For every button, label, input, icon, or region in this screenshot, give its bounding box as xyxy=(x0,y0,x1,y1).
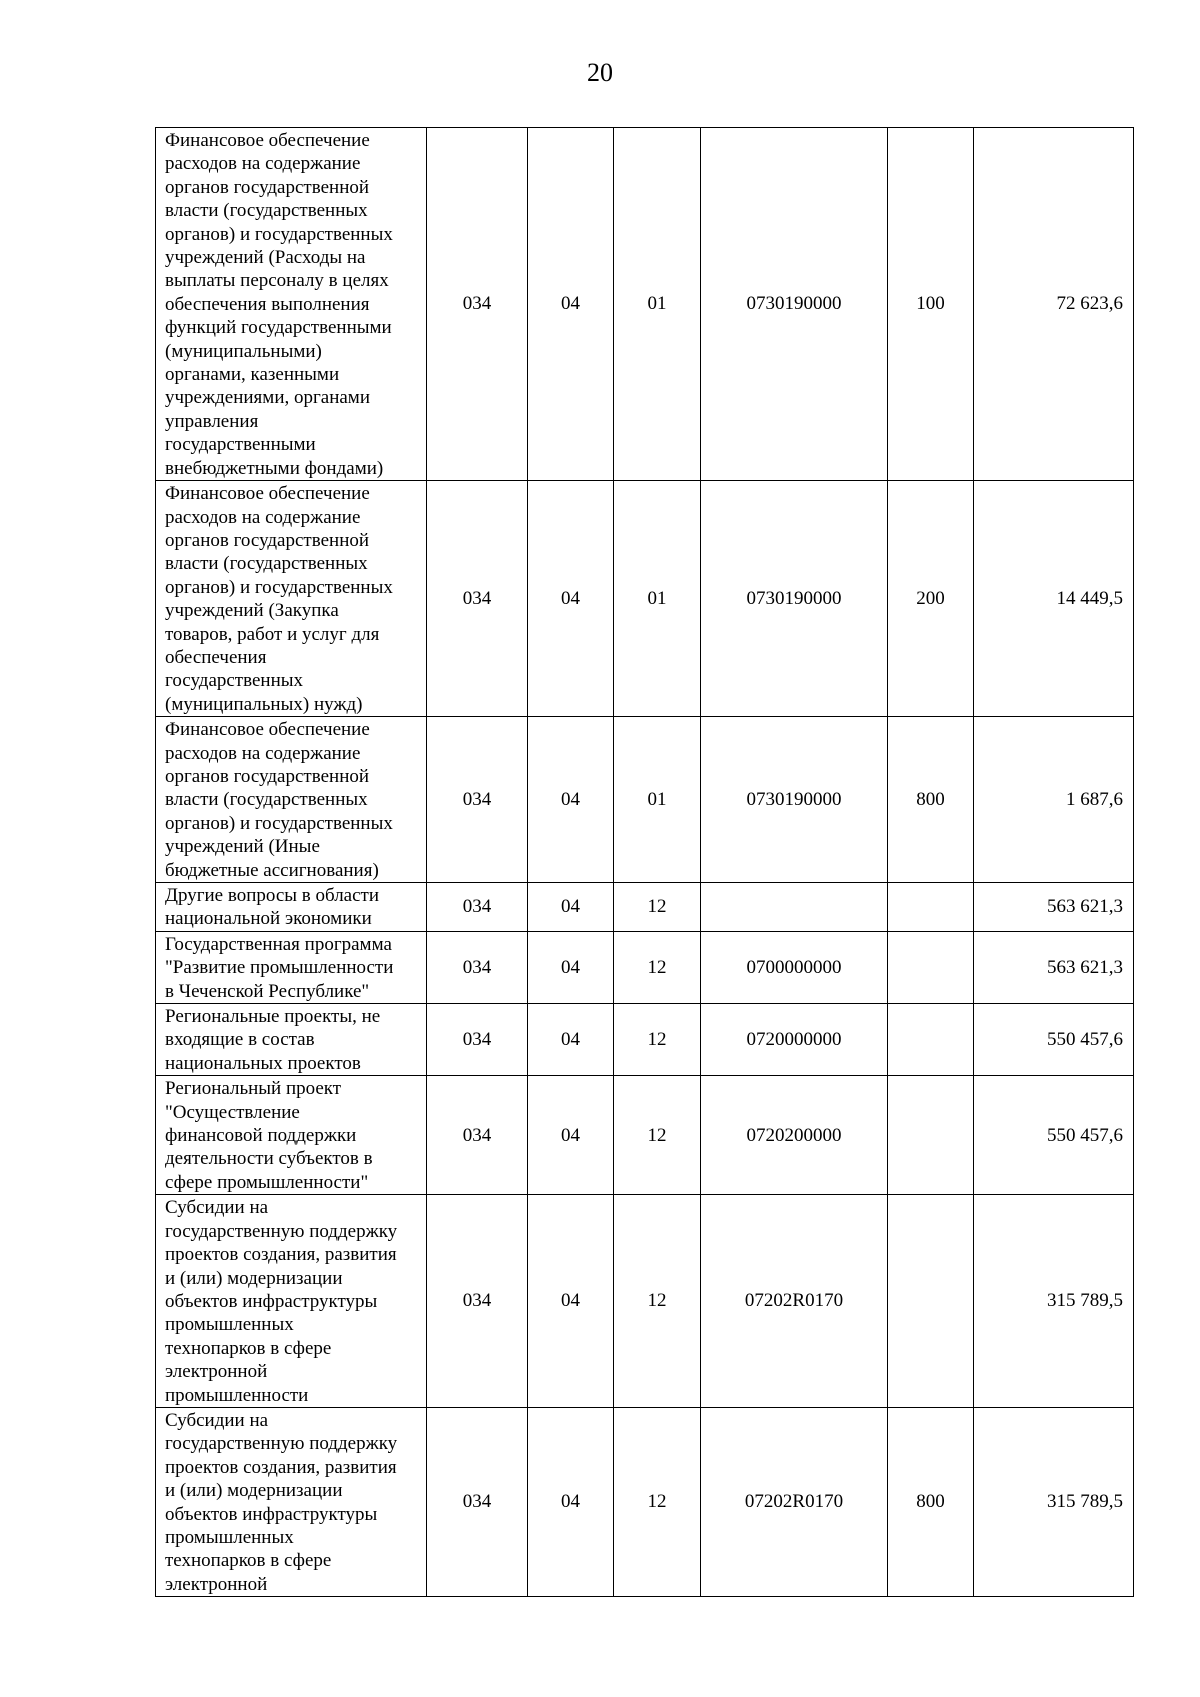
item-name-line: управления xyxy=(165,410,259,432)
amount-cell: 550 457,6 xyxy=(974,1076,1134,1195)
table-row xyxy=(156,1076,1134,1195)
item-name-line: функций государственными xyxy=(165,317,392,339)
table-row xyxy=(156,717,1134,883)
item-name-line: государственными xyxy=(165,434,316,456)
subsection-code-cell: 12 xyxy=(614,931,701,1003)
target-article-cell: 0730190000 xyxy=(701,717,888,883)
section-code-cell: 04 xyxy=(528,1407,614,1596)
expense-type-cell xyxy=(888,1076,974,1195)
item-name-line: власти (государственных xyxy=(165,553,368,575)
item-name-line: власти (государственных xyxy=(165,200,368,222)
item-name-line: деятельности субъектов в xyxy=(165,1148,373,1170)
item-name-cell xyxy=(156,1407,427,1596)
section-code-cell: 04 xyxy=(528,1195,614,1408)
item-name-cell xyxy=(156,883,427,932)
item-name-line: расходов на содержание xyxy=(165,506,361,528)
item-name-line: внебюджетными фондами) xyxy=(165,457,384,479)
item-name-line: промышленных xyxy=(165,1526,294,1548)
target-article-cell: 0720200000 xyxy=(701,1076,888,1195)
ministry-code-cell: 034 xyxy=(427,1004,528,1076)
budget-table xyxy=(155,127,1134,1597)
item-name-line: в Чеченской Республике" xyxy=(165,980,370,1002)
item-name-line: национальной экономики xyxy=(165,908,372,930)
section-code-cell: 04 xyxy=(528,481,614,717)
item-name-line: бюджетные ассигнования) xyxy=(165,859,379,881)
expense-type-cell xyxy=(888,883,974,932)
item-name-line: учреждениями, органами xyxy=(165,387,371,409)
item-name-line: (муниципальными) xyxy=(165,340,322,362)
item-name-cell xyxy=(156,717,427,883)
table-row xyxy=(156,1004,1134,1076)
target-article-cell: 07202R0170 xyxy=(701,1195,888,1408)
item-name-line: органов) и государственных xyxy=(165,812,393,834)
ministry-code-cell: 034 xyxy=(427,883,528,932)
item-name-line: и (или) модернизации xyxy=(165,1267,343,1289)
item-name-line: технопарков в сфере xyxy=(165,1550,332,1572)
page-number: 20 xyxy=(587,58,613,87)
subsection-code-cell: 01 xyxy=(614,481,701,717)
table-body xyxy=(156,128,1134,1597)
expense-type-cell xyxy=(888,1004,974,1076)
item-name-line: "Осуществление xyxy=(165,1101,300,1123)
item-name-line: проектов создания, развития xyxy=(165,1244,397,1266)
expense-type-cell xyxy=(888,1195,974,1408)
item-name-line: расходов на содержание xyxy=(165,153,361,175)
target-article-cell: 0730190000 xyxy=(701,128,888,481)
item-name-line: органов государственной xyxy=(165,529,370,551)
item-name-line: электронной xyxy=(165,1361,268,1383)
item-name-line: обеспечения выполнения xyxy=(165,293,370,315)
section-code-cell: 04 xyxy=(528,1004,614,1076)
item-name-line: промышленности xyxy=(165,1384,309,1406)
item-name-line: органами, казенными xyxy=(165,364,340,386)
section-code-cell: 04 xyxy=(528,883,614,932)
item-name-line: Финансовое обеспечение xyxy=(165,130,370,151)
item-name-line: государственную поддержку xyxy=(165,1433,398,1455)
item-name-line: национальных проектов xyxy=(165,1052,361,1074)
amount-cell: 563 621,3 xyxy=(974,883,1134,932)
item-name-line: проектов создания, развития xyxy=(165,1456,397,1478)
target-article-cell xyxy=(701,883,888,932)
subsection-code-cell: 12 xyxy=(614,883,701,932)
item-name-line: электронной xyxy=(165,1573,268,1595)
subsection-code-cell: 12 xyxy=(614,1407,701,1596)
expense-type-cell: 100 xyxy=(888,128,974,481)
ministry-code-cell: 034 xyxy=(427,1407,528,1596)
expense-type-cell: 800 xyxy=(888,717,974,883)
amount-cell: 72 623,6 xyxy=(974,128,1134,481)
expense-type-cell: 200 xyxy=(888,481,974,717)
item-name-line: органов) и государственных xyxy=(165,576,393,598)
subsection-code-cell: 12 xyxy=(614,1195,701,1408)
subsection-code-cell: 01 xyxy=(614,717,701,883)
amount-cell: 1 687,6 xyxy=(974,717,1134,883)
item-name-line: финансовой поддержки xyxy=(165,1125,357,1147)
item-name-line: Финансовое обеспечение xyxy=(165,719,370,741)
item-name-line: Субсидии на xyxy=(165,1409,269,1431)
section-code-cell: 04 xyxy=(528,1076,614,1195)
item-name-line: товаров, работ и услуг для xyxy=(165,623,380,645)
item-name-line: обеспечения xyxy=(165,646,267,668)
item-name-line: учреждений (Иные xyxy=(165,836,320,858)
expense-type-cell: 800 xyxy=(888,1407,974,1596)
subsection-code-cell: 12 xyxy=(614,1004,701,1076)
table-row xyxy=(156,1407,1134,1596)
item-name-line: расходов на содержание xyxy=(165,742,361,764)
item-name-line: Региональный проект xyxy=(165,1078,342,1100)
expense-type-cell xyxy=(888,931,974,1003)
table-row xyxy=(156,1195,1134,1408)
item-name-line: объектов инфраструктуры xyxy=(165,1290,378,1312)
item-name-cell xyxy=(156,1076,427,1195)
target-article-cell: 0720000000 xyxy=(701,1004,888,1076)
item-name-line: органов государственной xyxy=(165,176,370,198)
ministry-code-cell: 034 xyxy=(427,128,528,481)
item-name-line: власти (государственных xyxy=(165,789,368,811)
item-name-line: учреждений (Закупка xyxy=(165,600,339,622)
item-name-line: государственную поддержку xyxy=(165,1220,398,1242)
item-name-line: органов) и государственных xyxy=(165,223,393,245)
amount-cell: 14 449,5 xyxy=(974,481,1134,717)
item-name-line: Финансовое обеспечение xyxy=(165,483,370,505)
amount-cell: 563 621,3 xyxy=(974,931,1134,1003)
item-name-line: Субсидии на xyxy=(165,1197,269,1219)
item-name-cell xyxy=(156,128,427,481)
target-article-cell: 07202R0170 xyxy=(701,1407,888,1596)
table-row xyxy=(156,128,1134,481)
ministry-code-cell: 034 xyxy=(427,1195,528,1408)
item-name-line: Государственная программа xyxy=(165,933,392,955)
table-row xyxy=(156,481,1134,717)
section-code-cell: 04 xyxy=(528,931,614,1003)
item-name-line: входящие в состав xyxy=(165,1029,315,1051)
item-name-cell xyxy=(156,1004,427,1076)
item-name-line: Региональные проекты, не xyxy=(165,1006,381,1028)
item-name-line: выплаты персоналу в целях xyxy=(165,270,389,292)
item-name-line: объектов инфраструктуры xyxy=(165,1503,378,1525)
amount-cell: 550 457,6 xyxy=(974,1004,1134,1076)
ministry-code-cell: 034 xyxy=(427,931,528,1003)
amount-cell: 315 789,5 xyxy=(974,1195,1134,1408)
item-name-line: промышленных xyxy=(165,1314,294,1336)
item-name-line: и (или) модернизации xyxy=(165,1480,343,1502)
item-name-cell xyxy=(156,1195,427,1408)
item-name-line: технопарков в сфере xyxy=(165,1337,332,1359)
item-name-line: (муниципальных) нужд) xyxy=(165,693,363,715)
section-code-cell: 04 xyxy=(528,128,614,481)
item-name-line: Другие вопросы в области xyxy=(165,885,380,906)
item-name-line: сфере промышленности" xyxy=(165,1171,369,1193)
ministry-code-cell: 034 xyxy=(427,481,528,717)
ministry-code-cell: 034 xyxy=(427,717,528,883)
subsection-code-cell: 01 xyxy=(614,128,701,481)
item-name-cell xyxy=(156,931,427,1003)
target-article-cell: 0730190000 xyxy=(701,481,888,717)
amount-cell: 315 789,5 xyxy=(974,1407,1134,1596)
table-row xyxy=(156,931,1134,1003)
table-row xyxy=(156,883,1134,932)
ministry-code-cell: 034 xyxy=(427,1076,528,1195)
subsection-code-cell: 12 xyxy=(614,1076,701,1195)
item-name-line: учреждений (Расходы на xyxy=(165,247,366,269)
item-name-line: "Развитие промышленности xyxy=(165,957,394,979)
item-name-cell xyxy=(156,481,427,717)
item-name-line: государственных xyxy=(165,670,304,692)
section-code-cell: 04 xyxy=(528,717,614,883)
item-name-line: органов государственной xyxy=(165,765,370,787)
target-article-cell: 0700000000 xyxy=(701,931,888,1003)
